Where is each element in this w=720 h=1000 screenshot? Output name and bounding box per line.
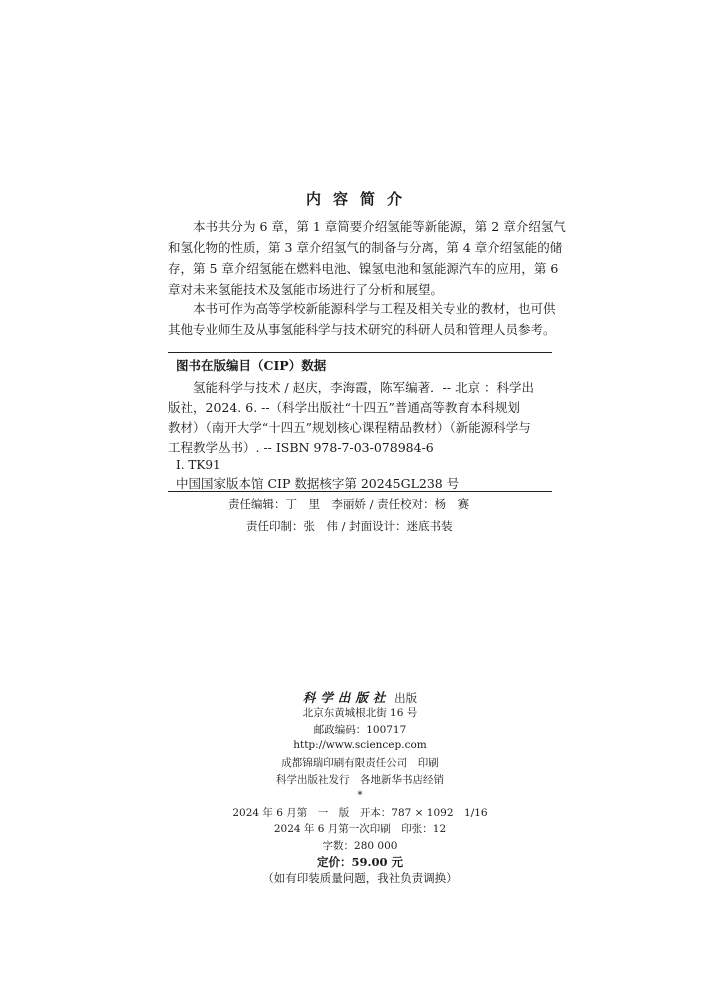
summary-paragraph-1 [168, 216, 566, 300]
publisher-postcode: 邮政编码：100717 [313, 724, 407, 736]
cip-line: 版社，2024. 6. --（科学出版社“十四五”普通高等教育本科规划 [168, 400, 520, 415]
summary-title: 内容简介 [305, 190, 414, 208]
summary-line: 本书共分为 6 章，第 1 章简要介绍氢能等新能源，第 2 章介绍氢气 [193, 219, 566, 234]
cip-line: 工程教学丛书）. -- ISBN 978-7-03-078984-6 [168, 440, 434, 455]
summary-line: 和氢化物的性质，第 3 章介绍氢气的制备与分离，第 4 章介绍氢能的储 [168, 240, 563, 255]
editor-credits: 责任编辑：丁 里 李丽娇 / 责任校对：杨 赛 [228, 497, 470, 511]
summary-paragraph-2 [168, 298, 556, 340]
cip-classification: Ⅰ. TK91 [176, 458, 221, 472]
cip-line: 教材）（南开大学“十四五”规划核心课程精品教材）（新能源科学与 [168, 420, 531, 435]
cip-body [168, 378, 552, 458]
summary-line: 存，第 5 章介绍氢能在燃料电池、镍氢电池和氢能源汽车的应用，第 6 [168, 261, 559, 276]
edition-info: 2024 年 6 月第 一 版 开本：787 × 1092 1/16 [232, 807, 488, 819]
word-count: 字数：280 000 [322, 840, 398, 852]
printer-info: 成都锦瑞印刷有限责任公司 印刷 [281, 757, 439, 769]
cip-line: 氢能科学与技术 / 赵庆，李海霞，陈军编著．-- 北京 ：科学出 [193, 380, 535, 395]
cip-top-rule [168, 352, 552, 353]
publisher-logo: 科学出版社 [302, 690, 391, 705]
summary-line: 章对未来氢能技术及氢能市场进行了分析和展望。 [168, 282, 444, 297]
printing-info: 2024 年 6 月第一次印刷 印张：12 [273, 823, 447, 835]
quality-notice: （如有印装质量问题，我社负责调换） [262, 871, 458, 885]
production-credits: 责任印制：张 伟 / 封面设计：迷底书装 [246, 519, 453, 533]
cip-heading: 图书在版编目（CIP）数据 [176, 358, 327, 373]
publisher-action: 出版 [394, 691, 418, 705]
publisher-url: http://www.sciencep.com [293, 739, 427, 751]
publisher-line [0, 688, 720, 706]
cip-bottom-rule [168, 491, 552, 492]
summary-line: 其他专业师生及从事氢能科学与技术研究的科研人员和管理人员参考。 [168, 322, 556, 337]
summary-line: 本书可作为高等学校新能源科学与工程及相关专业的教材，也可供 [193, 301, 556, 316]
distributor-info: 科学出版社发行 各地新华书店经销 [276, 774, 444, 786]
separator-star: * [357, 789, 363, 801]
price: 定价：59.00 元 [316, 855, 403, 869]
publisher-address: 北京东黄城根北街 16 号 [302, 707, 418, 719]
cip-approval-number: 中国国家版本馆 CIP 数据核字第 20245GL238 号 [176, 476, 460, 491]
